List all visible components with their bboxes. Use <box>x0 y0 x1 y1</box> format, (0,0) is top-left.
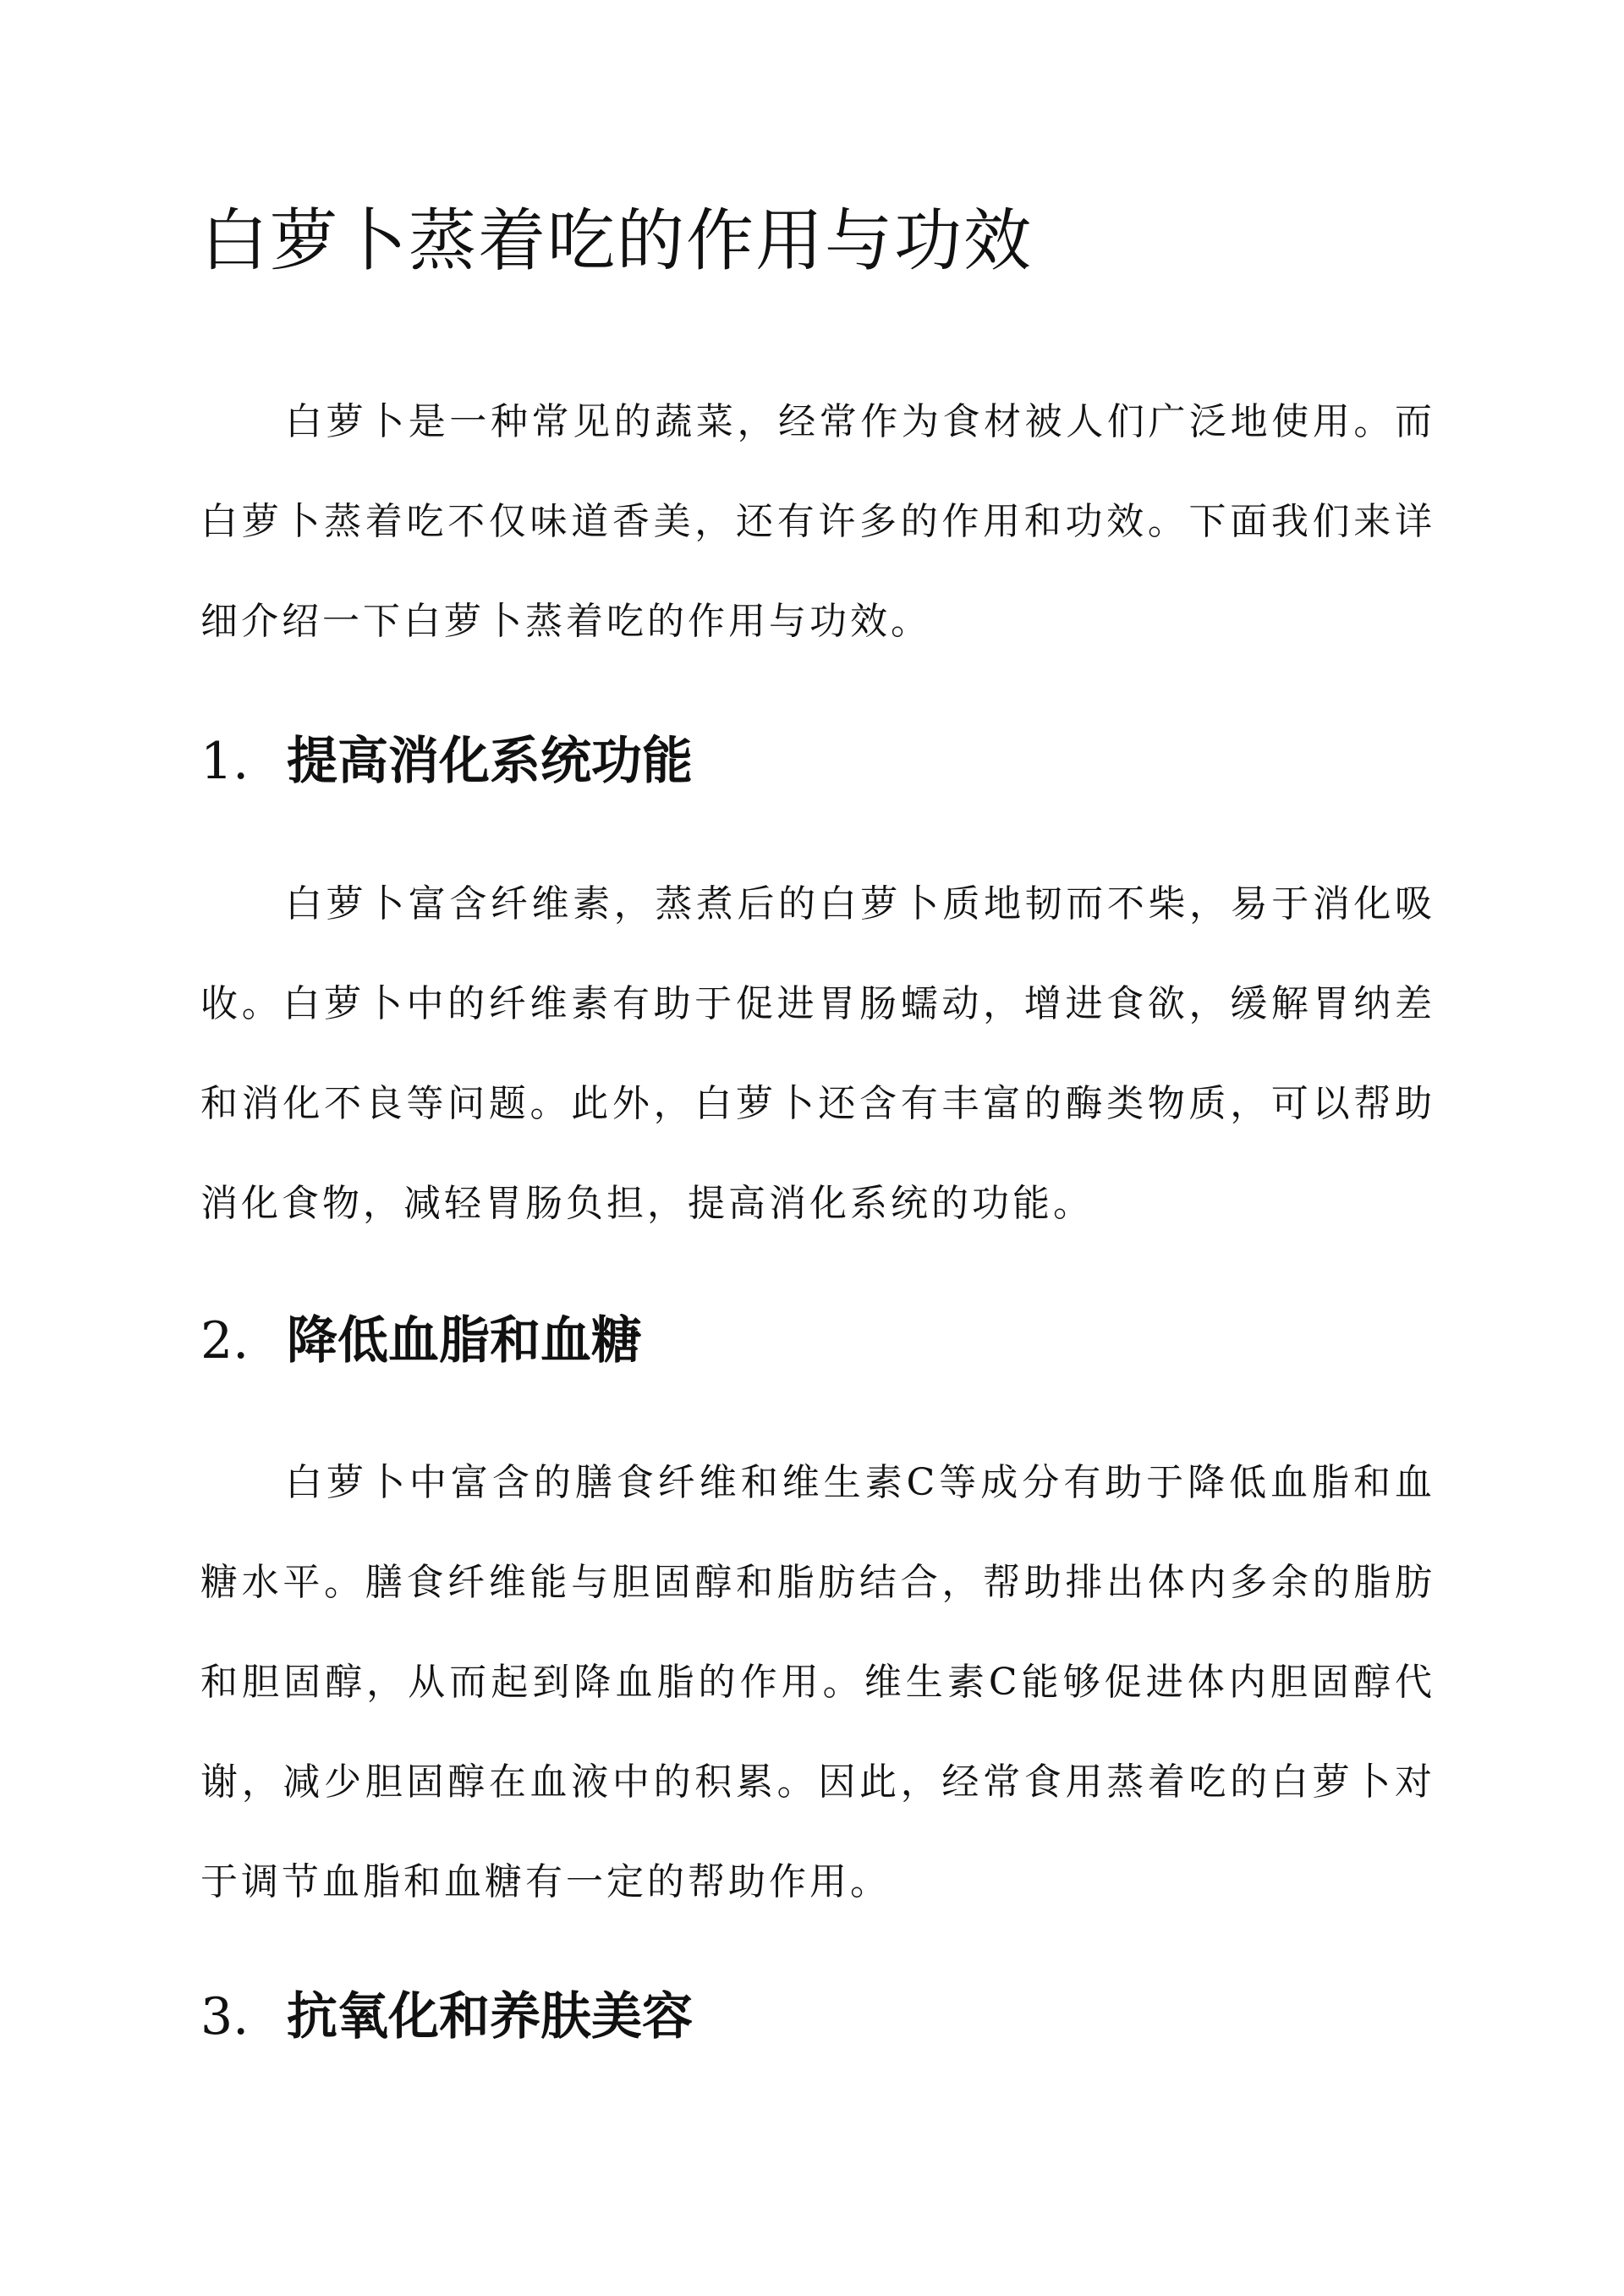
section-2-heading <box>200 1307 642 1375</box>
section-3-number: 3. <box>200 1987 250 2046</box>
section-3-heading <box>200 1983 693 2051</box>
section-1-heading <box>200 728 693 795</box>
section-1-heading-text: 提高消化系统功能 <box>287 732 693 791</box>
intro-paragraph: 白萝卜是一种常见的蔬菜，经常作为食材被人们广泛地使用。而白萝卜蒸着吃不仅味道香美，还有许多的作用和功效。下面我们来详细介绍一下白萝卜蒸着吃的作用与功效。 <box>200 400 1435 643</box>
section-3-heading-text: 抗氧化和养肤美容 <box>287 1987 693 2046</box>
document-title: 白萝卜蒸着吃的作用与功效 <box>200 201 1033 280</box>
section-2-heading-text: 降低血脂和血糖 <box>287 1311 642 1370</box>
section-1-number: 1. <box>200 732 250 791</box>
section-2-number: 2. <box>200 1311 250 1370</box>
section-2-paragraph: 白萝卜中富含的膳食纤维和维生素C等成分有助于降低血脂和血糖水平。膳食纤维能与胆固醇和脂肪结合，帮助排出体内多余的脂肪和胆固醇，从而起到降血脂的作用。维生素C能够促进体内胆固醇代谢，减少胆固醇在血液中的积累。因此，经常食用蒸着吃的白萝卜对于调节血脂和血糖有一定的帮助作用。 <box>200 1461 1435 1903</box>
section-1-paragraph: 白萝卜富含纤维素，蒸煮后的白萝卜质地韧而不柴，易于消化吸收。白萝卜中的纤维素有助于促进胃肠蠕动，增进食欲，缓解胃纳差和消化不良等问题。此外，白萝卜还含有丰富的酶类物质，可以帮助消化食物，减轻胃肠负担，提高消化系统的功能。 <box>200 882 1435 1225</box>
